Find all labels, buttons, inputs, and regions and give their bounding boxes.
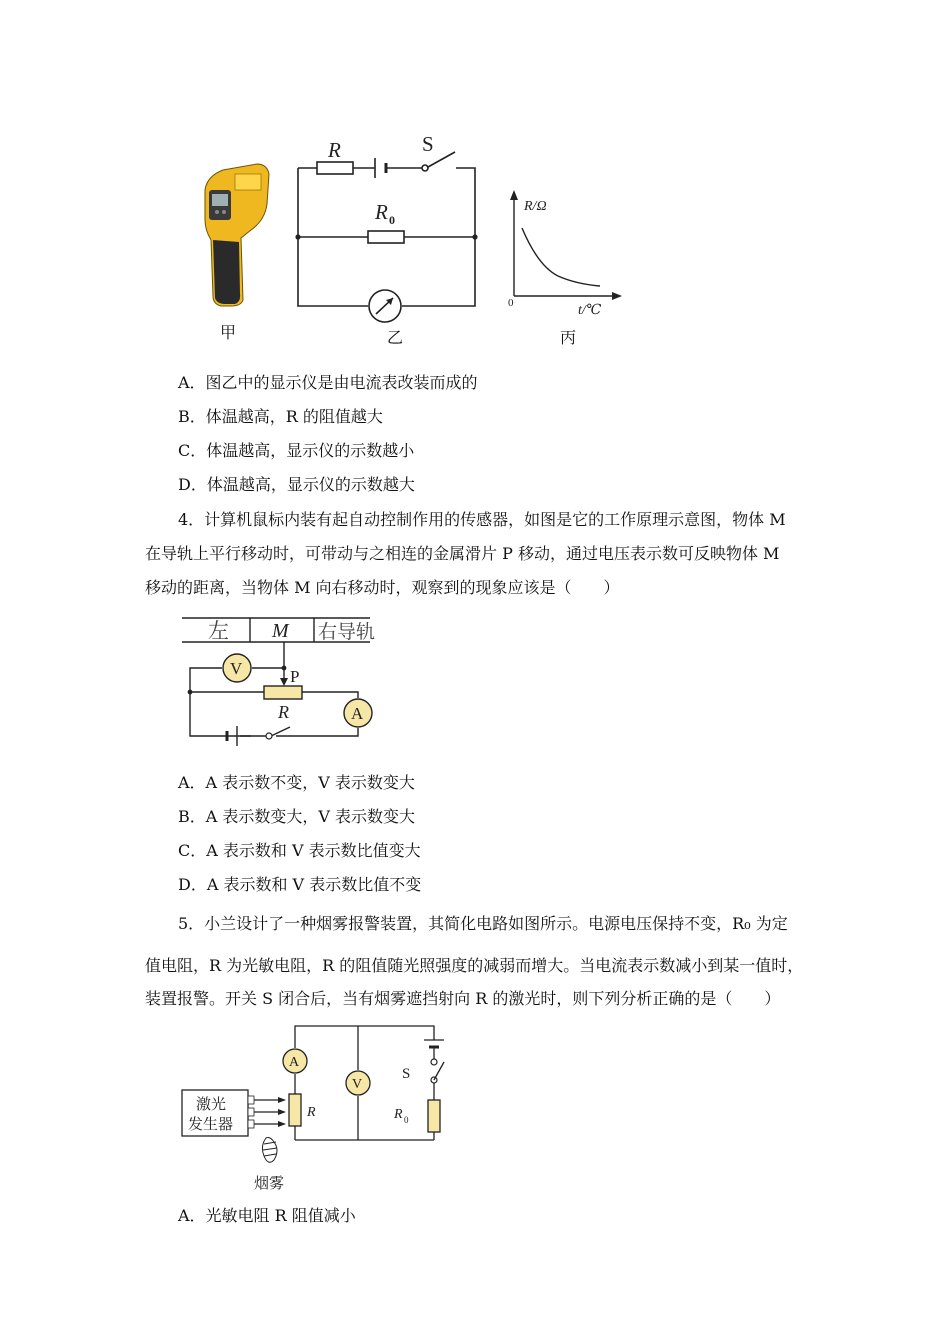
mouse-sensor-circuit — [180, 612, 390, 758]
graph-ylabel: R/Ω — [524, 199, 547, 214]
circuit1-S-label: S — [422, 132, 434, 156]
rail-right-label: 右导轨 — [318, 621, 376, 643]
circuit1-R-label: R — [328, 138, 341, 162]
smoke-icon — [262, 1138, 277, 1163]
smoke-R-label: R — [307, 1105, 316, 1120]
mouse-R-label: R — [278, 702, 289, 722]
graph-origin: 0 — [508, 297, 514, 309]
circuit-yi — [290, 130, 485, 345]
laser-label-line1: 激光 — [196, 1095, 227, 1113]
laser-label-line2: 发生器 — [188, 1115, 234, 1133]
smoke-alarm-circuit — [178, 1022, 448, 1194]
q3-option-d: D．体温越高，显示仪的示数越大 — [178, 475, 415, 494]
smoke-R0-label: R — [394, 1107, 403, 1122]
rail-M-label: M — [272, 620, 289, 642]
figure-bing-label: 丙 — [560, 328, 577, 347]
q4-option-c: C．A 表示数和 V 表示数比值变大 — [178, 841, 421, 860]
svg-text:0: 0 — [389, 213, 395, 227]
mouse-V-label: V — [230, 659, 243, 678]
q5-stem-line2: 值电阻，R 为光敏电阻，R 的阻值随光照强度的减弱而增大。当电流表示数减小到某一值时， — [145, 956, 804, 975]
mouse-A-label: A — [351, 704, 364, 723]
q4-stem-line1: 4．计算机鼠标内装有起自动控制作用的传感器，如图是它的工作原理示意图，物体 M — [178, 510, 786, 529]
q5-stem-line1: 5．小兰设计了一种烟雾报警装置，其简化电路如图所示。电源电压保持不变，R₀ 为定 — [178, 914, 788, 933]
thermometer-image — [195, 160, 275, 308]
q5-option-a: A．光敏电阻 R 阻值减小 — [178, 1206, 356, 1225]
q5-stem-line3: 装置报警。开关 S 闭合后，当有烟雾遮挡射向 R 的激光时，则下列分析正确的是（ ） — [145, 989, 781, 1008]
q3-option-a: A．图乙中的显示仪是由电流表改装而成的 — [178, 373, 478, 392]
q3-option-c: C．体温越高，显示仪的示数越小 — [178, 441, 415, 460]
r-t-curve — [522, 228, 600, 286]
rail-left-label: 左 — [208, 619, 229, 643]
q4-stem-line2: 在导轨上平行移动时，可带动与之相连的金属滑片 P 移动，通过电压表示数可反映物体 M — [145, 544, 780, 563]
figure-yi-label: 乙 — [387, 328, 404, 347]
q4-option-a: A．A 表示数不变，V 表示数变大 — [178, 773, 415, 792]
smoke-V-label: V — [352, 1077, 363, 1092]
q4-option-b: B．A 表示数变大，V 表示数变大 — [178, 807, 416, 826]
q3-option-b: B．体温越高，R 的阻值越大 — [178, 407, 383, 426]
q4-option-d: D．A 表示数和 V 表示数比值不变 — [178, 875, 422, 894]
smoke-A-label: A — [289, 1055, 300, 1070]
smoke-S-label: S — [402, 1066, 411, 1082]
graph-xlabel: t/℃ — [578, 303, 602, 316]
svg-text:0: 0 — [404, 1115, 409, 1125]
r-t-graph — [500, 188, 630, 316]
q4-stem-line3: 移动的距离，当物体 M 向右移动时，观察到的现象应该是（ ） — [145, 578, 620, 597]
mouse-P-label: P — [290, 667, 300, 686]
figure-jia-label: 甲 — [220, 323, 237, 342]
circuit1-R0-label: R — [375, 200, 388, 224]
smoke-label: 烟雾 — [254, 1174, 285, 1192]
